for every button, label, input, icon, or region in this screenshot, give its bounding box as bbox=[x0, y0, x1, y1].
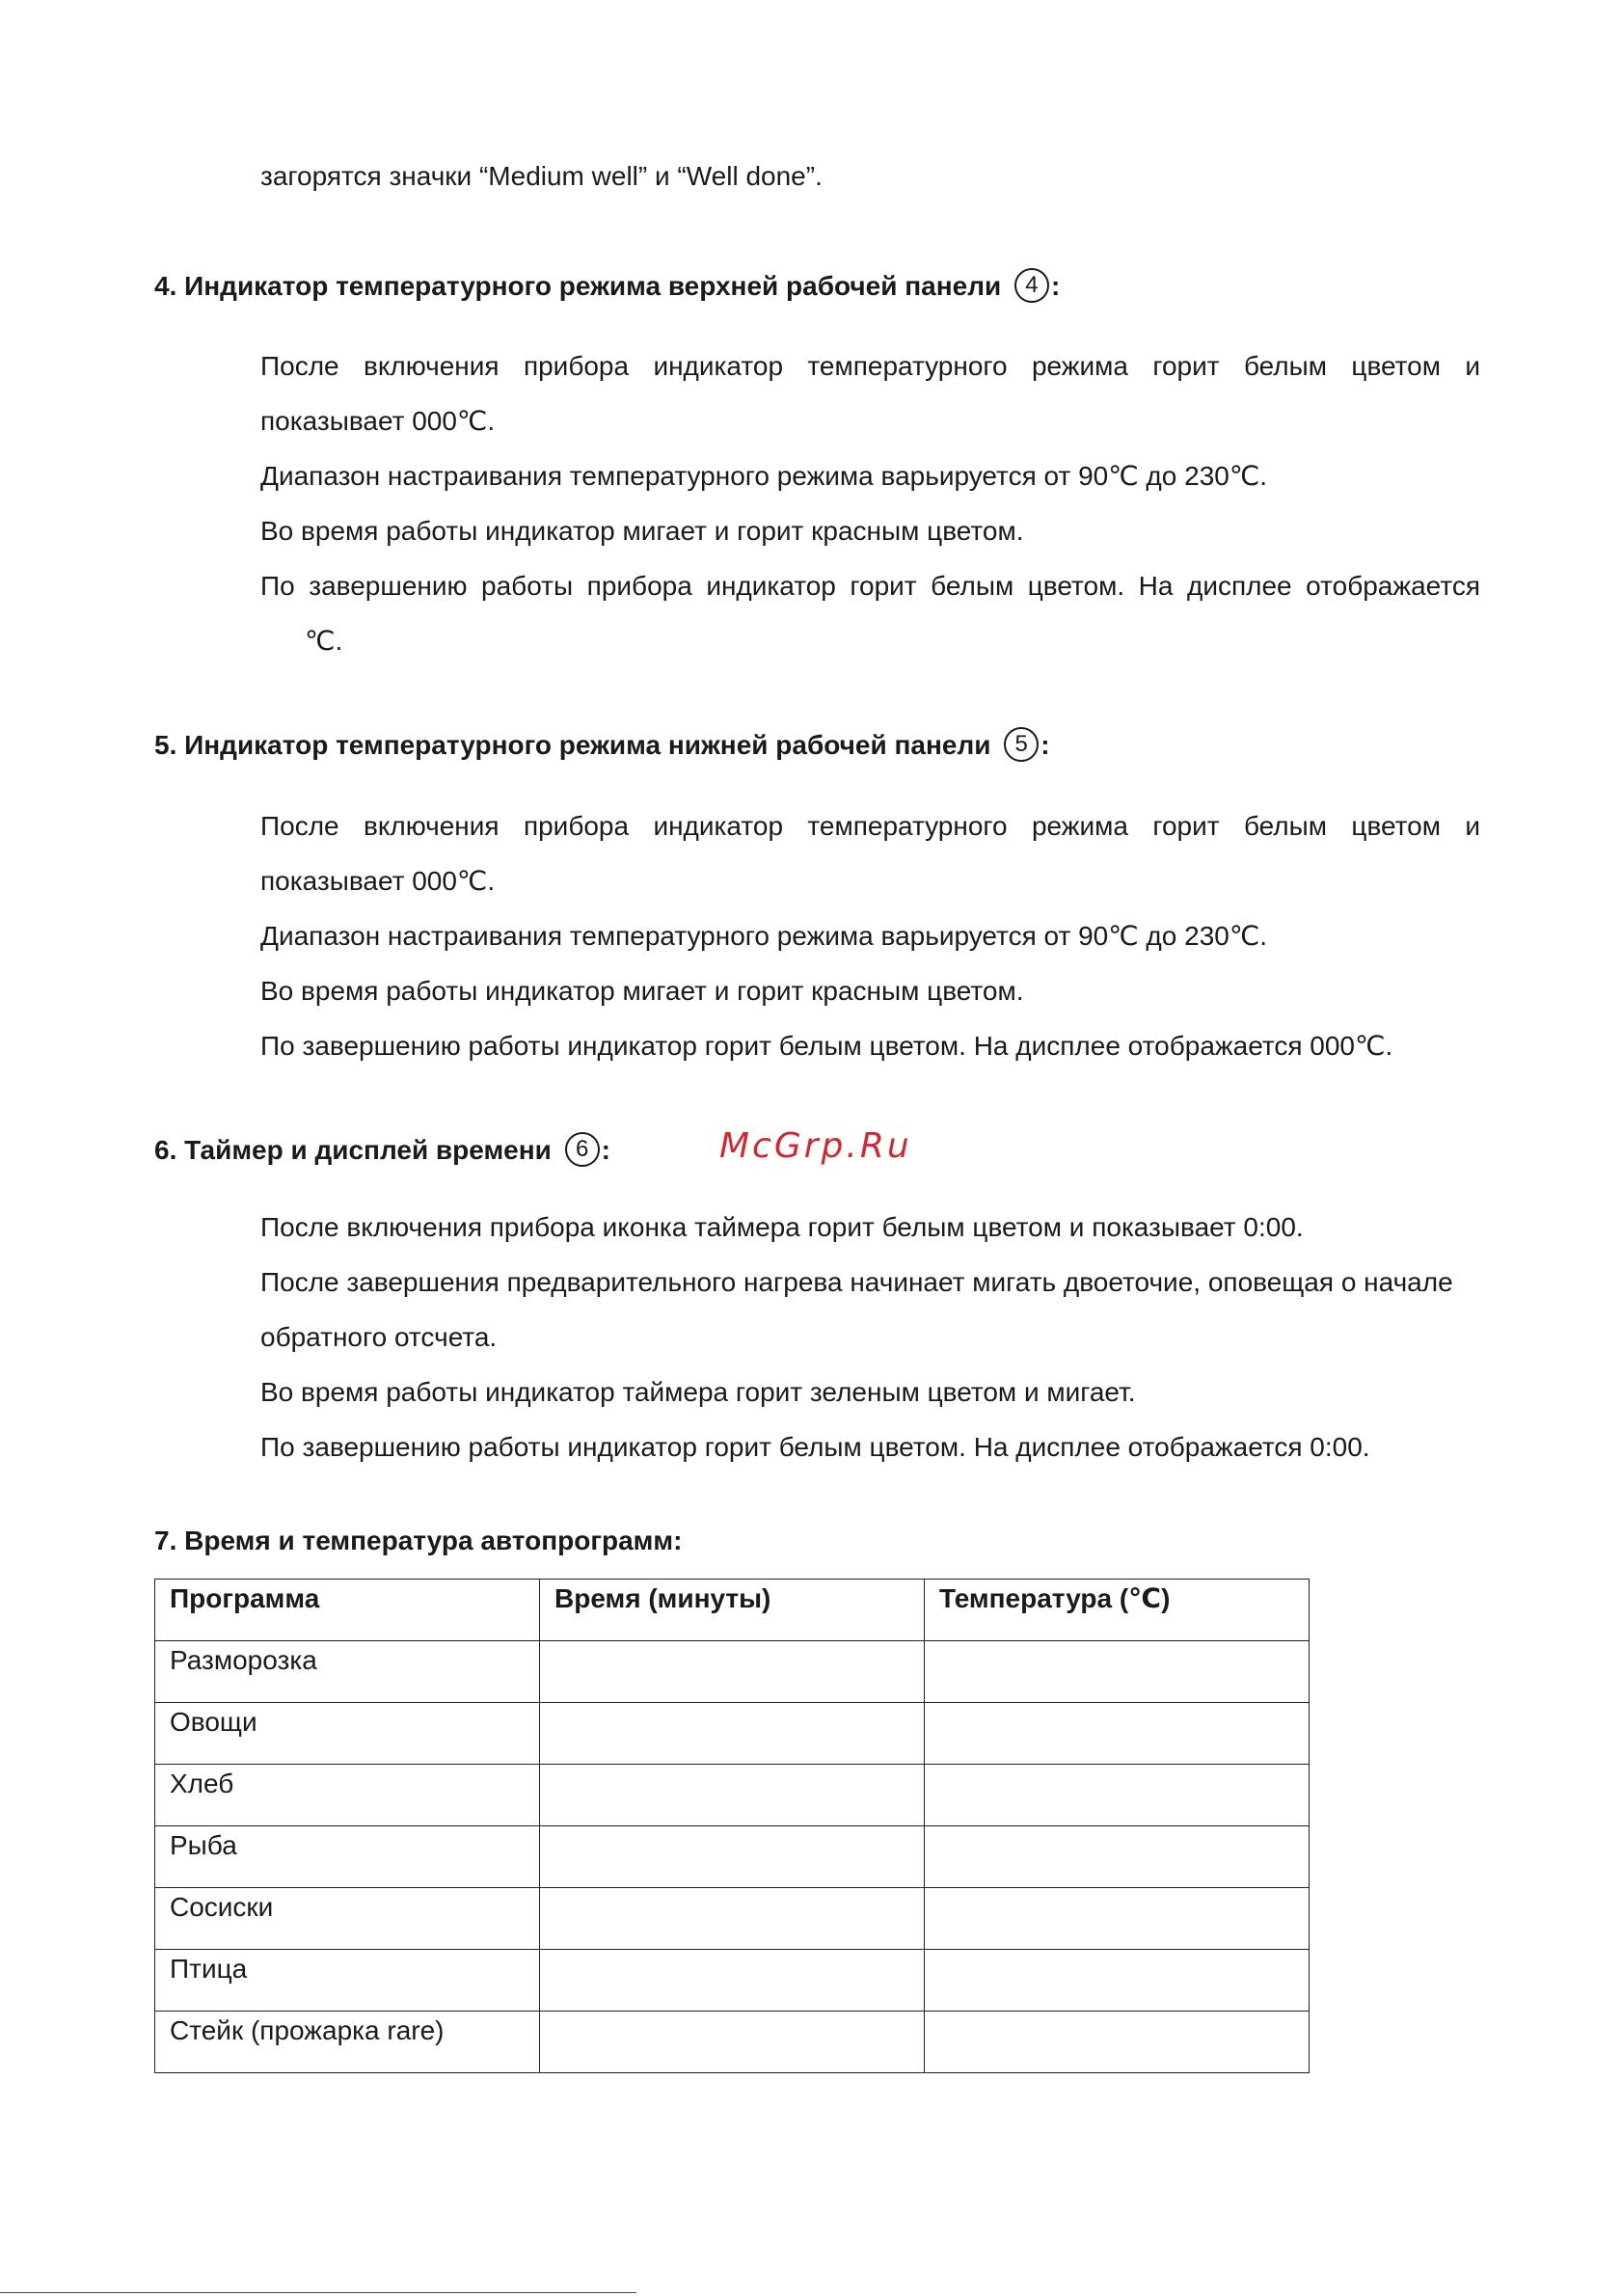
section-6-line-3: обратного отсчета. bbox=[260, 1322, 498, 1352]
cell-temperature bbox=[925, 1765, 1310, 1826]
section-4-line-1: После включения прибора индикатор температурного режима горит белым цветом и bbox=[260, 351, 1480, 381]
circled-number-6-icon: 6 bbox=[565, 1132, 600, 1167]
section-5-line-3: Диапазон настраивания температурного режима варьируется от 90℃ до 230℃. bbox=[260, 921, 1268, 951]
section-5-line-2: показывает 000℃. bbox=[260, 866, 496, 896]
section-4-title: 4. Индикатор температурного режима верхней рабочей панели bbox=[154, 271, 1002, 301]
cell-time bbox=[540, 1765, 925, 1826]
cell-time bbox=[540, 1888, 925, 1950]
programs-table bbox=[154, 1579, 1310, 2073]
cell-time bbox=[540, 1826, 925, 1888]
watermark-logo: McGrp.Ru bbox=[719, 1126, 912, 1166]
section-4-line-2: показывает 000℃. bbox=[260, 406, 496, 436]
cell-program: Птица bbox=[155, 1950, 540, 2012]
section-5-colon: : bbox=[1040, 730, 1050, 760]
table-row bbox=[155, 1826, 1310, 1888]
header-time: Время (минуты) bbox=[540, 1580, 925, 1641]
table-header-row bbox=[155, 1580, 1310, 1641]
section-4-line-4: Во время работы индикатор мигает и горит красным цветом. bbox=[260, 516, 1024, 546]
cell-temperature bbox=[925, 1641, 1310, 1703]
cell-program: Сосиски bbox=[155, 1888, 540, 1950]
cell-time bbox=[540, 2012, 925, 2073]
cell-program: Овощи bbox=[155, 1703, 540, 1765]
section-5-line-1: После включения прибора индикатор температурного режима горит белым цветом и bbox=[260, 811, 1480, 841]
section-7-heading bbox=[154, 1522, 682, 1560]
table-row bbox=[155, 1888, 1310, 1950]
section-4-line-5: По завершению работы прибора индикатор горит белым цветом. На дисплее отображается bbox=[260, 571, 1480, 601]
cell-program: Хлеб bbox=[155, 1765, 540, 1826]
section-6-line-4: Во время работы индикатор таймера горит зеленым цветом и мигает. bbox=[260, 1377, 1136, 1407]
cell-time bbox=[540, 1641, 925, 1703]
cell-program: Разморозка bbox=[155, 1641, 540, 1703]
cell-temperature bbox=[925, 1703, 1310, 1765]
table-row bbox=[155, 1703, 1310, 1765]
section-6-heading bbox=[154, 1131, 610, 1170]
section-4-line-6: ℃. bbox=[305, 626, 343, 656]
cell-temperature bbox=[925, 1950, 1310, 2012]
section-5-line-5: По завершению работы индикатор горит белым цветом. На дисплее отображается 000℃. bbox=[260, 1031, 1393, 1061]
header-program: Программа bbox=[155, 1580, 540, 1641]
section-5-line-4: Во время работы индикатор мигает и горит красным цветом. bbox=[260, 976, 1024, 1006]
circled-number-5-icon: 5 bbox=[1004, 727, 1039, 762]
section-6-line-2: После завершения предварительного нагрева начинает мигать двоеточие, оповещая о начале bbox=[260, 1267, 1453, 1297]
circled-number-4-icon: 4 bbox=[1014, 268, 1049, 303]
section-6-colon: : bbox=[601, 1135, 610, 1165]
section-6-line-1: После включения прибора иконка таймера горит белым цветом и показывает 0:00. bbox=[260, 1212, 1304, 1242]
section-6-line-5: По завершению работы индикатор горит белым цветом. На дисплее отображается 0:00. bbox=[260, 1432, 1370, 1462]
cell-time bbox=[540, 1703, 925, 1765]
cell-temperature bbox=[925, 2012, 1310, 2073]
section-6-title: 6. Таймер и дисплей времени bbox=[154, 1135, 552, 1165]
section-5-heading bbox=[154, 726, 1050, 765]
cell-program: Стейк (прожарка rare) bbox=[155, 2012, 540, 2073]
section-4-heading bbox=[154, 267, 1060, 306]
section-5-title: 5. Индикатор температурного режима нижней рабочей панели bbox=[154, 730, 991, 760]
cell-program: Рыба bbox=[155, 1826, 540, 1888]
table-row bbox=[155, 2012, 1310, 2073]
cell-temperature bbox=[925, 1826, 1310, 1888]
table-row bbox=[155, 1765, 1310, 1826]
cell-temperature bbox=[925, 1888, 1310, 1950]
footer-divider bbox=[0, 2292, 636, 2293]
intro-line: загорятся значки “Medium well” и “Well done”. bbox=[260, 161, 823, 191]
section-4-colon: : bbox=[1050, 271, 1061, 301]
section-7-title: 7. Время и температура автопрограмм: bbox=[154, 1526, 683, 1555]
header-temperature: Температура (℃) bbox=[925, 1580, 1310, 1641]
section-4-line-3: Диапазон настраивания температурного режима варьируется от 90℃ до 230℃. bbox=[260, 461, 1268, 491]
table-row bbox=[155, 1641, 1310, 1703]
cell-time bbox=[540, 1950, 925, 2012]
table-row bbox=[155, 1950, 1310, 2012]
